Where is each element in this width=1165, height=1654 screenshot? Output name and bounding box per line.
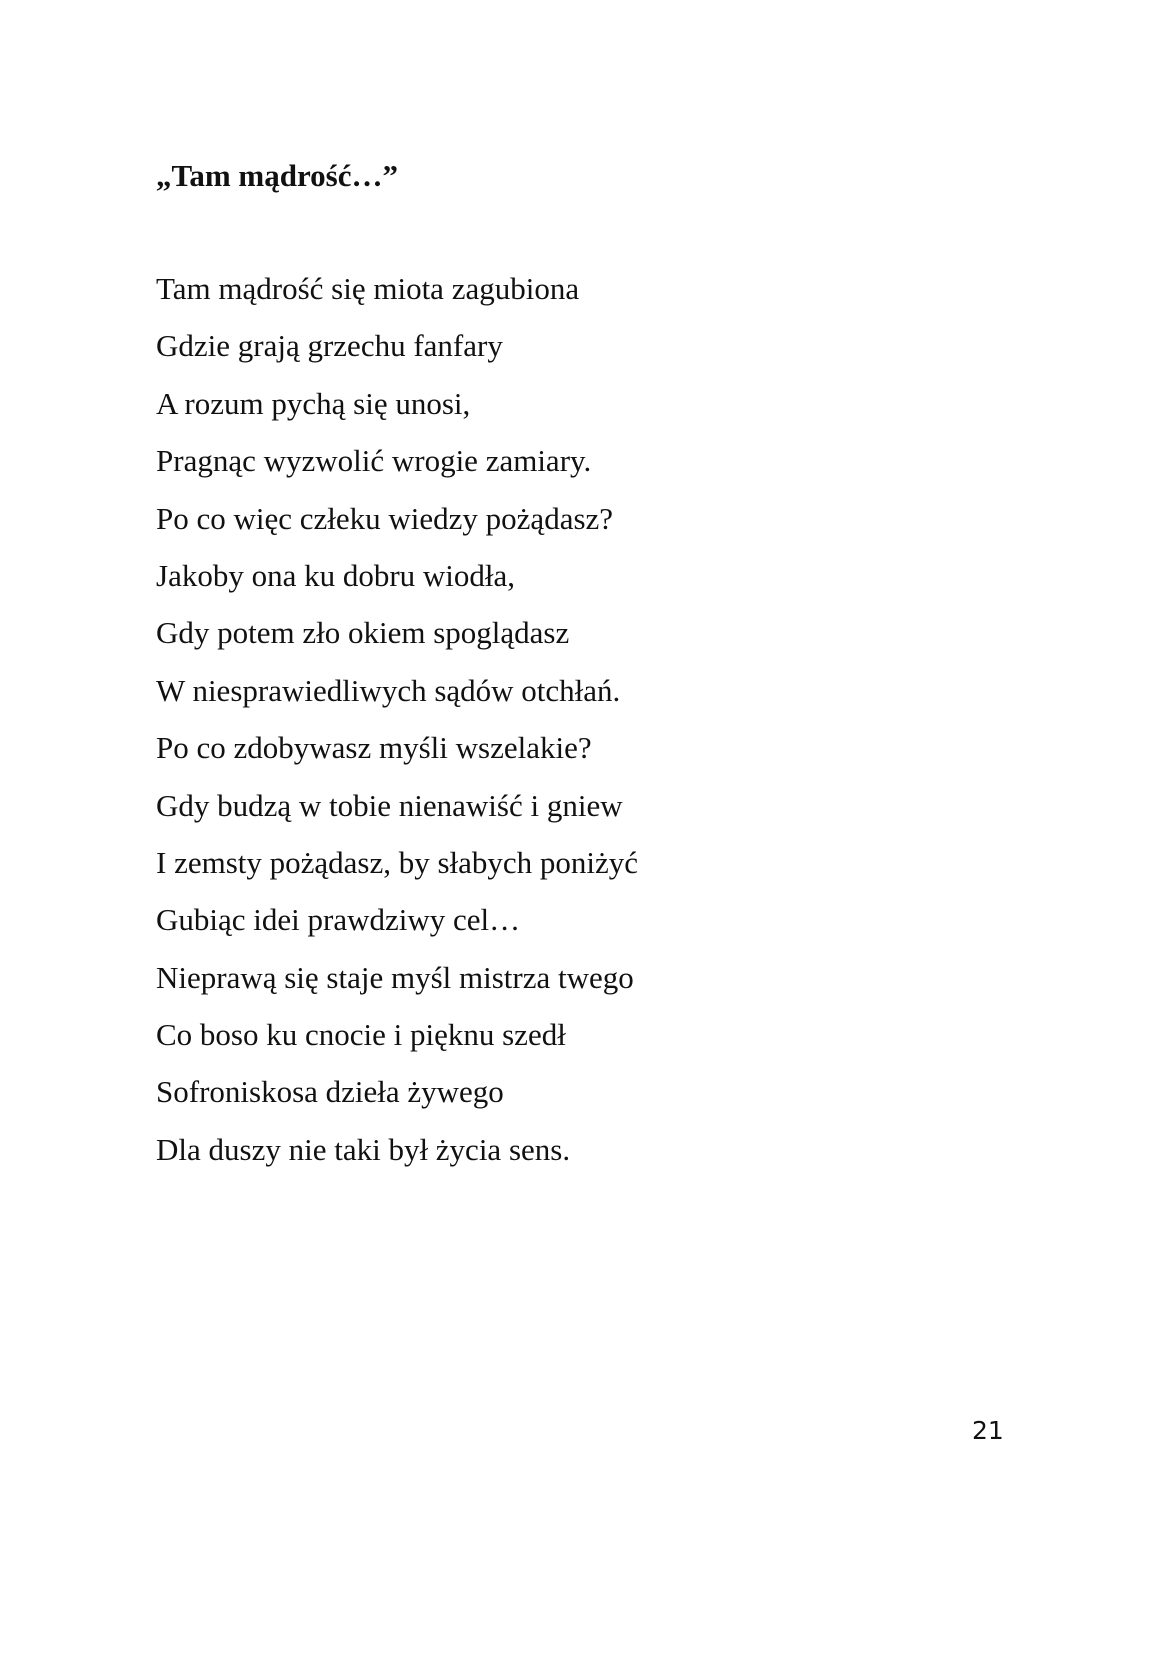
poem-line: W niesprawiedliwych sądów otchłań. xyxy=(156,672,621,708)
poem-line: Tam mądrość się miota zagubiona xyxy=(156,271,580,306)
poem-line: Gdzie grają grzechu fanfary xyxy=(156,328,503,364)
poem-line: A rozum pychą się unosi, xyxy=(156,385,471,421)
poem-line: Gdy budzą w tobie nienawiść i gniew xyxy=(156,787,623,823)
poem-title: „Tam mądrość…” xyxy=(156,158,398,193)
poem-line: Nieprawą się staje myśl mistrza twego xyxy=(156,959,634,995)
page-number: 21 xyxy=(972,1416,1004,1445)
poem-line: Po co więc człeku wiedzy pożądasz? xyxy=(156,500,614,536)
poem-line: Dla duszy nie taki był życia sens. xyxy=(156,1131,571,1167)
poem-line: Gdy potem zło okiem spoglądasz xyxy=(156,615,570,651)
poem-line: Po co zdobywasz myśli wszelakie? xyxy=(156,730,592,766)
poem-line: I zemsty pożądasz, by słabych poniżyć xyxy=(156,844,639,880)
poem-body xyxy=(156,266,638,1184)
poem-line: Sofroniskosa dzieła żywego xyxy=(156,1074,504,1110)
poem-line: Gubiąc idei prawdziwy cel… xyxy=(156,902,521,938)
poem-line: Pragnąc wyzwolić wrogie zamiary. xyxy=(156,443,592,479)
poem-line: Co boso ku cnocie i pięknu szedł xyxy=(156,1017,566,1053)
poem-line: Jakoby ona ku dobru wiodła, xyxy=(156,557,516,593)
